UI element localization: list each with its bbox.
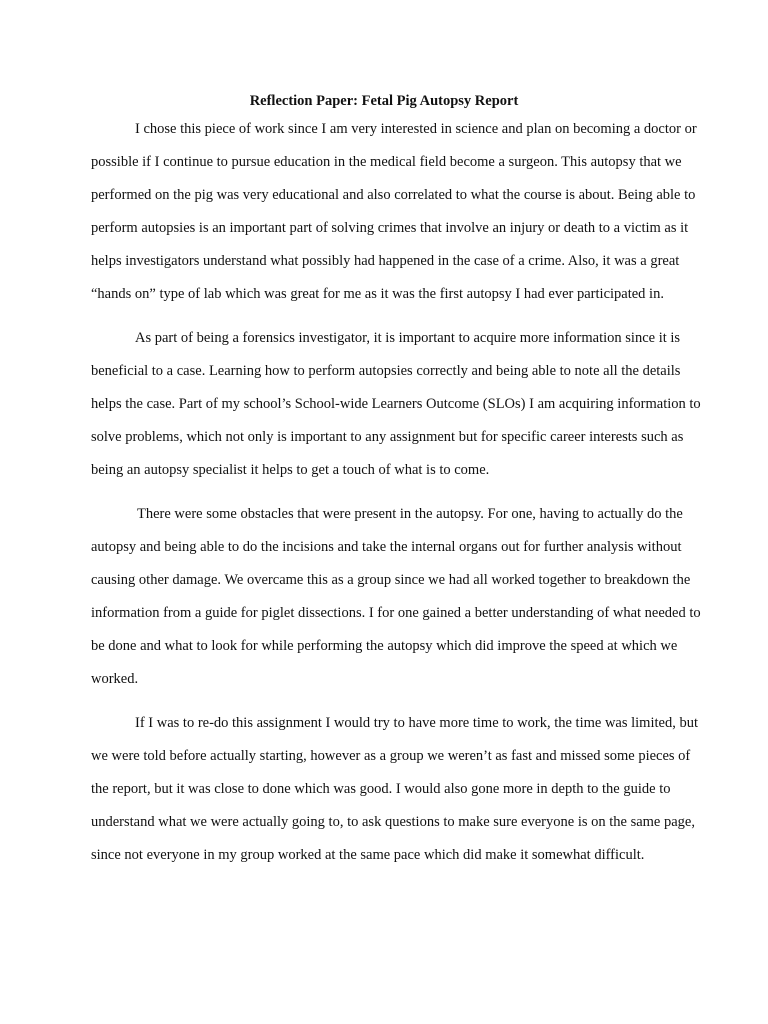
paragraph-line: performed on the pig was very educational and also correlated to what the course is about. Being able to — [91, 187, 696, 203]
paragraph-line: As part of being a forensics investigator, it is important to acquire more information since it is — [135, 330, 681, 346]
paragraph-1 — [91, 119, 697, 317]
paragraph-line: helps investigators understand what possibly had happened in the case of a crime. Also, it was a great — [91, 253, 680, 269]
paragraph-line: possible if I continue to pursue education in the medical field become a surgeon. This autopsy that we — [91, 154, 682, 170]
paragraph-2 — [91, 328, 701, 493]
paragraph-4 — [91, 713, 698, 878]
paragraph-3 — [91, 504, 701, 702]
paragraph-line: helps the case. Part of my school’s School-wide Learners Outcome (SLOs) I am acquiring information to — [91, 396, 701, 412]
paragraph-line: There were some obstacles that were present in the autopsy. For one, having to actually do the — [137, 506, 683, 522]
paragraph-line: “hands on” type of lab which was great for me as it was the first autopsy I had ever participated in. — [91, 286, 664, 302]
paragraph-line: being an autopsy specialist it helps to get a touch of what is to come. — [91, 462, 490, 478]
paragraph-line: perform autopsies is an important part of solving crimes that involve an injury or death to a victim as it — [91, 220, 689, 236]
paragraph-line: since not everyone in my group worked at the same pace which did make it somewhat difficult. — [91, 847, 645, 863]
paragraph-line: I chose this piece of work since I am very interested in science and plan on becoming a doctor or — [135, 121, 697, 137]
document-title: Reflection Paper: Fetal Pig Autopsy Report — [249, 93, 519, 109]
paragraph-line: solve problems, which not only is important to any assignment but for specific career interests such as — [91, 429, 684, 445]
paragraph-line: understand what we were actually going to, to ask questions to make sure everyone is on the same page, — [91, 814, 695, 830]
paragraph-line: autopsy and being able to do the incisions and take the internal organs out for further analysis without — [91, 539, 682, 555]
paragraph-line: be done and what to look for while performing the autopsy which did improve the speed at which we — [91, 638, 678, 654]
paragraph-line: the report, but it was close to done which was good. I would also gone more in depth to the guide to — [91, 781, 671, 797]
paragraph-line: information from a guide for piglet dissections. I for one gained a better understanding of what needed to — [91, 605, 701, 621]
paragraph-line: beneficial to a case. Learning how to perform autopsies correctly and being able to note all the details — [91, 363, 681, 379]
paragraph-line: we were told before actually starting, however as a group we weren’t as fast and missed some pieces of — [91, 748, 691, 764]
paragraph-line: causing other damage. We overcame this as a group since we had all worked together to breakdown the — [91, 572, 691, 588]
paragraph-line: If I was to re-do this assignment I would try to have more time to work, the time was limited, but — [135, 715, 698, 731]
paragraph-line: worked. — [91, 671, 139, 687]
